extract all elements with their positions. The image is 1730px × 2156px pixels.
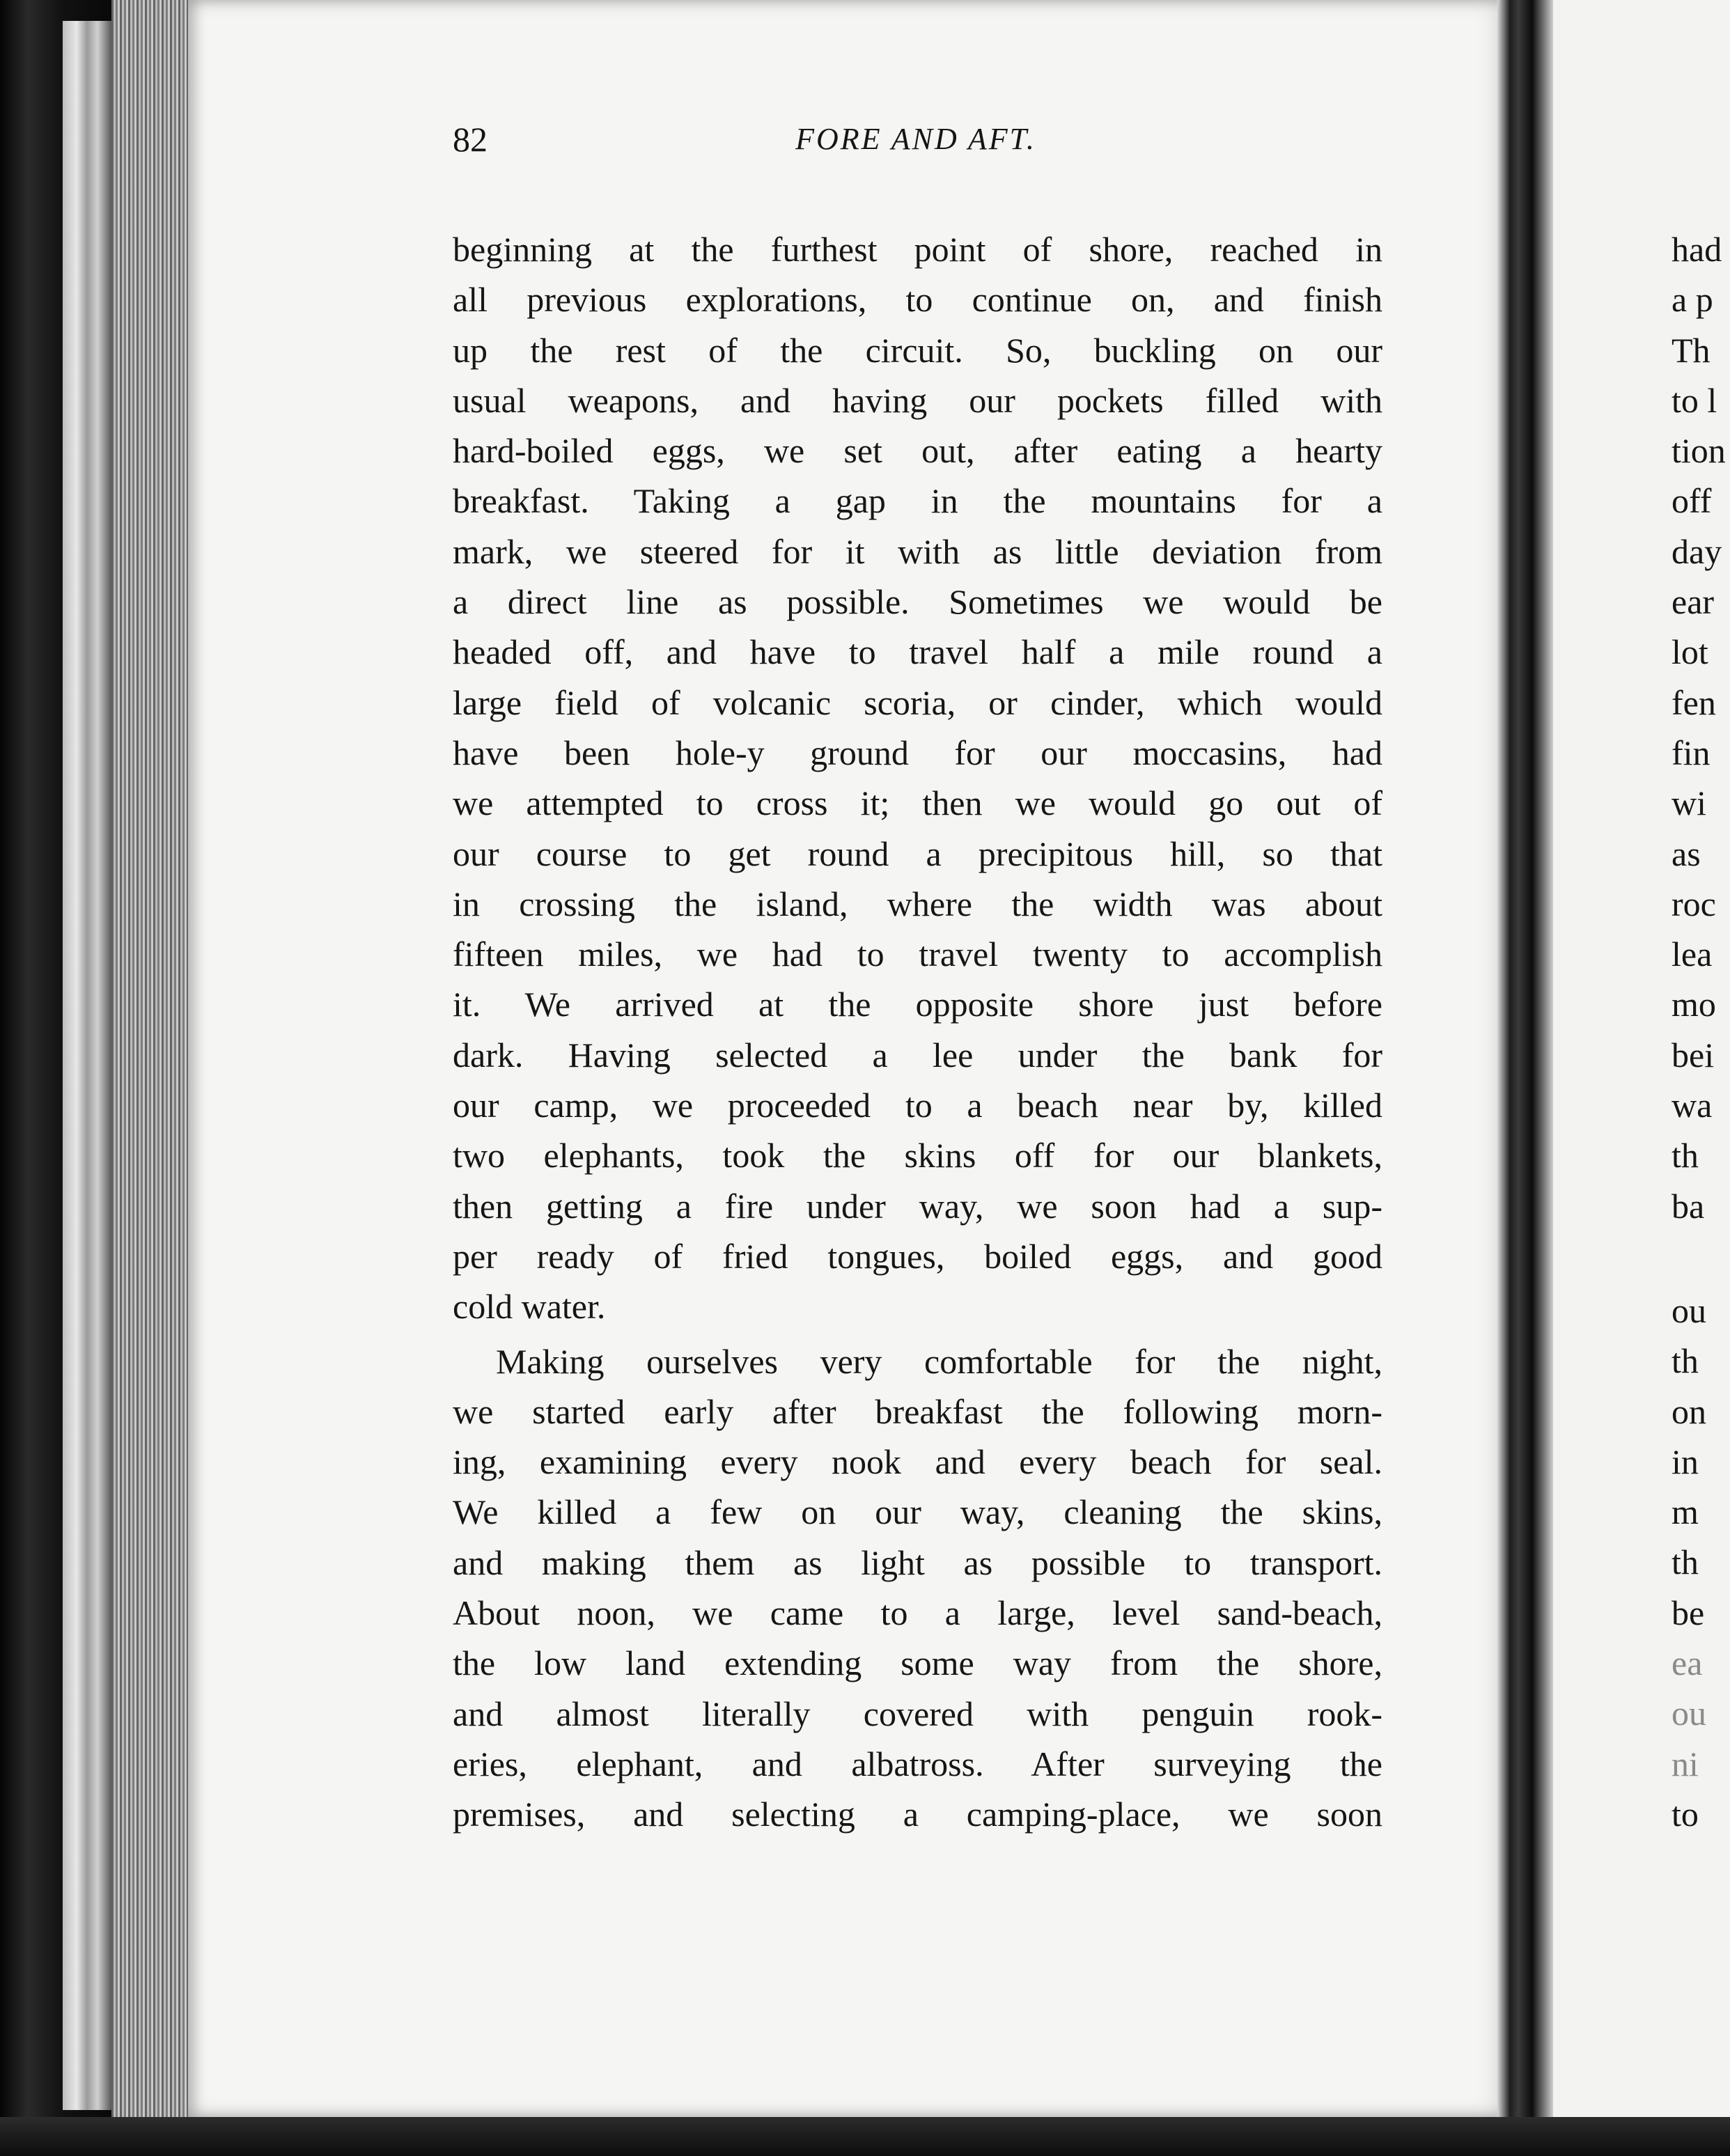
text-line: th (1671, 1542, 1699, 1582)
body-text (453, 224, 1382, 1840)
book-cover-edge (63, 21, 111, 2110)
text-line: per ready of fried tongues, boiled eggs, and good (453, 1236, 1382, 1276)
text-line: m (1671, 1492, 1699, 1532)
text-line: and making them as light as possible to transport. (453, 1542, 1382, 1582)
text-line: hard-boiled eggs, we set out, after eating a hearty (453, 431, 1382, 471)
text-line: bei (1671, 1035, 1715, 1075)
text-line: and almost literally covered with penguin rook- (453, 1694, 1382, 1733)
text-line: wa (1671, 1086, 1713, 1125)
page-header (453, 118, 1379, 160)
page-number: 82 (453, 120, 488, 159)
next-page-lines-top (1671, 224, 1730, 1231)
page-edges (111, 0, 195, 2138)
text-line: lea (1671, 935, 1713, 974)
text-line: then getting a fire under way, we soon had a sup- (453, 1186, 1382, 1226)
text-line: mo (1671, 985, 1716, 1024)
next-page-lines-bottom (1671, 1286, 1730, 1839)
text-line: wi (1671, 783, 1706, 823)
text-line: ing, examining every nook and every beach for seal. (453, 1442, 1382, 1482)
text-line: fen (1671, 682, 1716, 722)
text-line: off (1671, 481, 1712, 521)
text-line: usual weapons, and having our pockets filled with (453, 380, 1382, 420)
text-line: it. We arrived at the opposite shore just before (453, 985, 1382, 1024)
text-line: th (1671, 1136, 1699, 1175)
text-line: cold water. (453, 1287, 606, 1327)
text-line: ou (1671, 1290, 1706, 1330)
text-line: a direct line as possible. Sometimes we would be (453, 582, 1382, 622)
text-line: in (1671, 1442, 1699, 1481)
text-line: dark. Having selected a lee under the bank for (453, 1035, 1382, 1075)
text-line: our camp, we proceeded to a beach near by, killed (453, 1086, 1382, 1125)
text-line: as (1671, 834, 1701, 873)
book-gutter (1497, 0, 1553, 2156)
text-line: beginning at the furthest point of shore, reached in (453, 230, 1382, 269)
text-line: our course to get round a precipitous hill, so that (453, 834, 1382, 873)
text-line: to (1671, 1794, 1699, 1834)
text-line: day (1671, 531, 1722, 571)
text-line: ni (1671, 1744, 1699, 1783)
running-head: FORE AND AFT. (795, 122, 1036, 156)
text-line: ear (1671, 582, 1715, 622)
text-line: the low land extending some way from the shore, (453, 1643, 1382, 1683)
text-line: fifteen miles, we had to travel twenty to accomplish (453, 935, 1382, 974)
text-line: mark, we steered for it with as little deviation from (453, 531, 1382, 571)
text-line: breakfast. Taking a gap in the mountains for a (453, 481, 1382, 521)
text-line: large field of volcanic scoria, or cinder, which would (453, 682, 1382, 722)
text-line: Th (1671, 330, 1710, 370)
text-line: fin (1671, 733, 1710, 772)
text-line: ba (1671, 1186, 1705, 1226)
text-line: eries, elephant, and albatross. After surveying the (453, 1744, 1382, 1783)
text-line: th (1671, 1341, 1699, 1381)
text-line: two elephants, took the skins off for our blankets, (453, 1136, 1382, 1175)
text-line: we attempted to cross it; then we would go out of (453, 783, 1382, 823)
text-line: have been hole-y ground for our moccasins, had (453, 733, 1382, 772)
text-line: be (1671, 1593, 1705, 1632)
text-line: on (1671, 1391, 1706, 1431)
next-page-text (1671, 224, 1730, 1839)
text-line: lot (1671, 632, 1708, 672)
text-line: We killed a few on our way, cleaning the skins, (453, 1492, 1382, 1532)
text-line: ou (1671, 1694, 1706, 1733)
text-line: a p (1671, 280, 1713, 320)
paragraph-1 (453, 224, 1382, 1332)
text-line: Making ourselves very comfortable for the night, (496, 1341, 1382, 1381)
text-line: tion (1671, 431, 1726, 471)
text-line: premises, and selecting a camping-place, we soon (453, 1795, 1382, 1834)
text-line: headed off, and have to travel half a mile round a (453, 632, 1382, 672)
text-line: we started early after breakfast the following morn- (453, 1391, 1382, 1431)
text-line: About noon, we came to a large, level sand-beach, (453, 1593, 1382, 1633)
text-line: had (1671, 230, 1722, 269)
paragraph-2 (453, 1336, 1382, 1840)
text-line: in crossing the island, where the width was about (453, 884, 1382, 923)
text-line: up the rest of the circuit. So, buckling on our (453, 330, 1382, 370)
text-line: ea (1671, 1643, 1703, 1683)
text-line: roc (1671, 884, 1716, 923)
scan-bottom-edge (0, 2117, 1730, 2156)
text-line: all previous explorations, to continue on, and finish (453, 280, 1382, 320)
text-line: to l (1671, 380, 1717, 420)
